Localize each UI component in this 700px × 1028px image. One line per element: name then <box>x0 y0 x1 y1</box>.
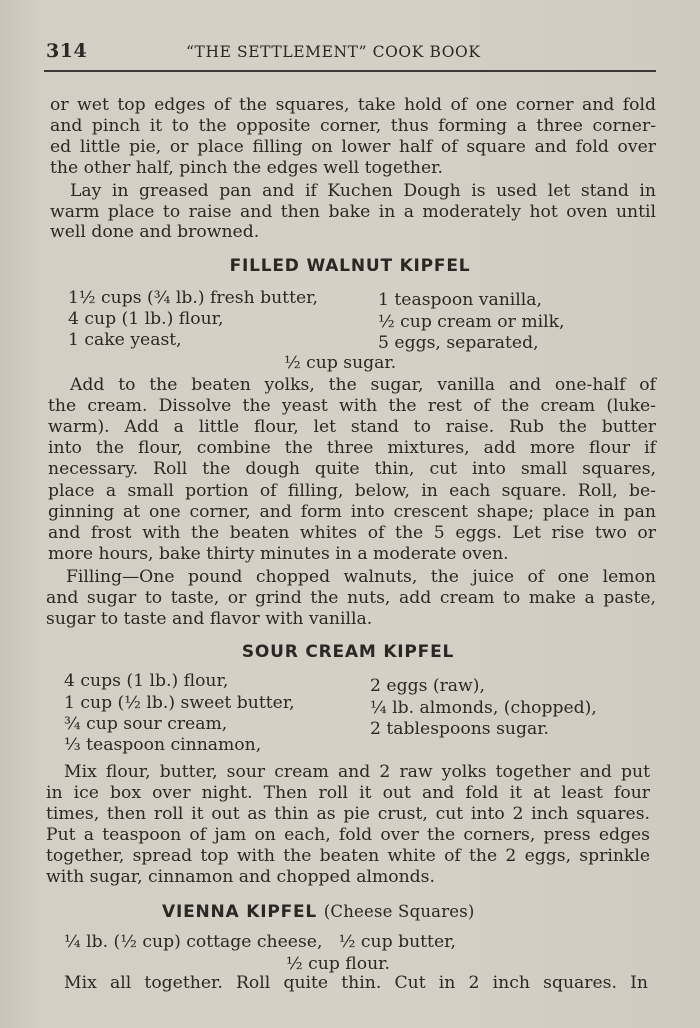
body-line: the other half, pinch the edges well together. <box>50 158 443 178</box>
ingredient: ¼ lb. almonds, (chopped), <box>370 698 597 718</box>
recipe-title-vienna-subtitle: (Cheese Squares) <box>323 902 475 921</box>
recipe-title-vienna <box>162 902 475 922</box>
body-line: Filling—One pound chopped walnuts, the juice of one lemon <box>66 567 656 587</box>
body-line: and frost with the beaten whites of the 5 eggs. Let rise two or <box>48 523 656 543</box>
page-number: 314 <box>46 40 88 62</box>
ingredient: 1 teaspoon vanilla, <box>378 290 543 310</box>
ingredient: 5 eggs, separated, <box>378 333 539 353</box>
body-line: and pinch it to the opposite corner, thus forming a three corner- <box>50 116 656 136</box>
ingredient: ¾ cup sour cream, <box>64 714 228 734</box>
running-title: “THE SETTLEMENT” COOK BOOK <box>186 43 481 61</box>
ingredient: ¼ lb. (½ cup) cottage cheese, ½ cup butter, <box>64 932 456 952</box>
ingredient: ½ cup sugar. <box>284 353 397 373</box>
body-line: Lay in greased pan and if Kuchen Dough is used let stand in <box>70 181 656 201</box>
body-line: Put a teaspoon of jam on each, fold over the corners, press edges <box>46 825 650 845</box>
ingredient: 1½ cups (¾ lb.) fresh butter, <box>68 288 318 308</box>
recipe-title-walnut: FILLED WALNUT KIPFEL <box>229 256 471 276</box>
body-line: ed little pie, or place filling on lower half of square and fold over <box>50 137 656 157</box>
ingredient: 4 cups (1 lb.) flour, <box>64 671 229 691</box>
recipe-title-vienna-main: VIENNA KIPFEL <box>162 902 318 922</box>
body-line: sugar to taste and flavor with vanilla. <box>46 609 373 629</box>
body-line: Add to the beaten yolks, the sugar, vanilla and one-half of <box>70 375 656 395</box>
body-line: warm place to raise and then bake in a moderately hot oven until <box>50 202 656 222</box>
page-header <box>46 40 658 66</box>
body-line: or wet top edges of the squares, take hold of one corner and fold <box>50 95 656 115</box>
ingredient: 4 cup (1 lb.) flour, <box>68 309 224 329</box>
header-rule <box>44 70 656 72</box>
body-line: times, then roll it out as thin as pie crust, cut into 2 inch squares. <box>46 804 650 824</box>
body-line: into the flour, combine the three mixtures, add more flour if <box>48 438 656 458</box>
ingredient: 1 cake yeast, <box>68 330 182 350</box>
body-line: the cream. Dissolve the yeast with the rest of the cream (luke- <box>48 396 656 416</box>
recipe-title-sour-cream: SOUR CREAM KIPFEL <box>241 642 455 662</box>
body-line: Mix flour, butter, sour cream and 2 raw yolks together and put <box>64 762 650 782</box>
body-line: place a small portion of filling, below, in each square. Roll, be- <box>48 481 656 501</box>
body-line: Mix all together. Roll quite thin. Cut in 2 inch squares. In <box>64 973 648 993</box>
body-line: and sugar to taste, or grind the nuts, add cream to make a paste, <box>46 588 656 608</box>
body-line: well done and browned. <box>50 222 260 242</box>
body-line: more hours, bake thirty minutes in a moderate oven. <box>48 544 509 564</box>
body-line: warm). Add a little flour, let stand to raise. Rub the butter <box>48 417 656 437</box>
ingredient: 2 tablespoons sugar. <box>370 719 550 739</box>
ingredient: ½ cup flour. <box>286 954 390 974</box>
body-line: ginning at one corner, and form into crescent shape; place in pan <box>48 502 656 522</box>
ingredient: 2 eggs (raw), <box>370 676 485 696</box>
body-line: in ice box over night. Then roll it out and fold it at least four <box>46 783 650 803</box>
ingredient: ½ cup cream or milk, <box>378 312 565 332</box>
body-line: with sugar, cinnamon and chopped almonds. <box>46 867 435 887</box>
body-line: together, spread top with the beaten white of the 2 eggs, sprinkle <box>46 846 650 866</box>
ingredient: ⅓ teaspoon cinnamon, <box>64 735 262 755</box>
body-line: necessary. Roll the dough quite thin, cut into small squares, <box>48 459 656 479</box>
ingredient: 1 cup (½ lb.) sweet butter, <box>64 693 295 713</box>
